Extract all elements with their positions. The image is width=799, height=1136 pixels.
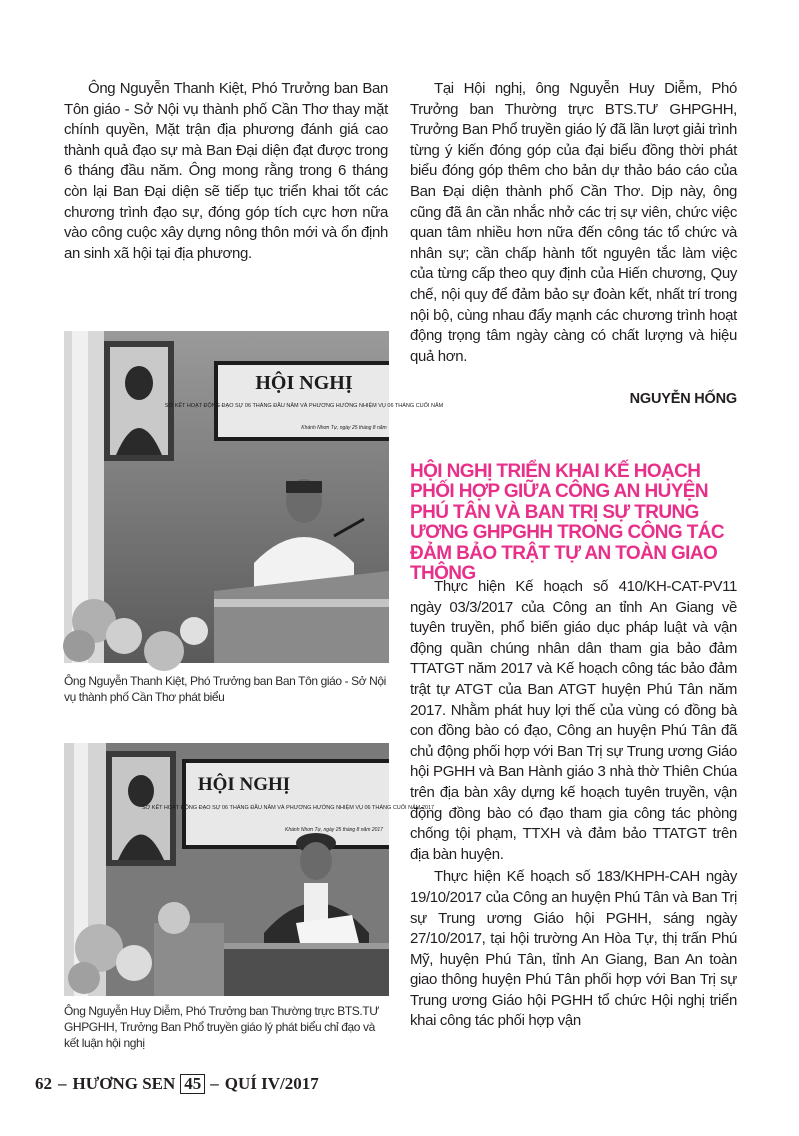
- banner-date: Khánh Nhơn Tự, ngày 25 tháng 8 năm: [301, 425, 387, 431]
- photo-caption: Ông Nguyễn Huy Diễm, Phó Trưởng ban Thường trực BTS.TƯ GHPGHH, Trưởng Ban Phổ truyền giáo lý phát biểu chỉ đạo và kết luận hội nghị: [64, 1004, 380, 1050]
- right-column-conclusion: [410, 79, 737, 367]
- page-number: 62: [35, 1074, 52, 1093]
- paragraph: Thực hiện Kế hoạch số 183/KHPH-CAH ngày 19/10/2017 của Công an huyện Phú Tân và Ban Trị sự Trung ương Giáo hội PGHH, sáng ngày 27/10/2017, tại hội trường An Hòa Tự, thị trấn Phú Mỹ, huyện Phú Tân, tỉnh An Giang, Ban An toàn giao thông huyện Phú Tân phối hợp với Ban Trị sự Trung ương Giáo hội PGHH tổ chức Hội nghị triển khai công tác phối hợp vận: [410, 868, 737, 1030]
- paragraph: Tại Hội nghị, ông Nguyễn Huy Diễm, Phó Trưởng ban Thường trực BTS.TƯ GHPGHH, Trưởng Ban Phổ truyền giáo lý đã lần lượt giải trình từng ý kiến đóng góp của đại biểu đồng thời phát biểu đóng góp thêm cho bản dự thảo báo cáo của Ban Đại diện thành phố Cần Thơ. Dịp này, ông cũng đã ân cần nhắc nhở các trị sự viên, chức việc quan tâm nhiều hơn nữa đến công tác tổ chức và nhân sự; cần chấp hành tốt nguyên tắc làm việc của từng cấp theo quy định của Hiến chương, Quy chế, nội quy để đảm bảo sự đoàn kết, nhất trí trong nội bộ, cùng nhau đẩy mạnh các chương trình hoạt động trọng tâm ngày càng có chất lượng và hiệu quả hơn.: [410, 80, 737, 365]
- paragraph: Thực hiện Kế hoạch số 410/KH-CAT-PV11 ngày 03/3/2017 của Công an tỉnh An Giang về tuyên truyền, phổ biến giáo dục pháp luật và vận động quần chúng nhân dân tham gia bảo đảm TTATGT năm 2017 và Kế hoạch công tác bảo đảm trật tự ATGT của Ban ATGT huyện Phú Tân năm 2017. Nhằm phát huy lợi thế của vùng có đồng bà con đồng bào có đạo, Công an huyện Phú Tân đã chủ động phối hợp với Ban Trị sự Trung ương Giáo hội PGHH và Ban Hành giáo 3 nhà thờ Thiên Chúa trên địa bàn xây dựng kế hoạch tuyên truyền, vận động đồng bào có đạo tham gia công tác phòng chống tội phạm, TTXH và đảm bảo TTATGT trên địa bàn huyện.: [410, 578, 737, 863]
- banner-title: HỘI NGHỊ: [197, 774, 291, 795]
- paragraph: Ông Nguyễn Thanh Kiệt, Phó Trưởng ban Ban Tôn giáo - Sở Nội vụ thành phố Cần Thơ thay mặt chính quyền, Mặt trận địa phương đánh giá cao thành quả đạo sự mà Ban Đại diện đạt được trong 6 tháng đầu năm. Ông mong rằng trong 6 tháng còn lại Ban Đại diện sẽ tiếp tục triển khai tốt các chương trình đạo sự, đóng góp tích cực hơn nữa vào công cuộc xây dựng nông thôn mới và ổn định an sinh xã hội tại địa phương.: [64, 80, 388, 262]
- footer-dash: –: [210, 1074, 219, 1093]
- footer-dash: –: [58, 1074, 67, 1093]
- banner-title: HỘI NGHỊ: [255, 372, 353, 394]
- author-byline: NGUYỄN HỐNG: [629, 391, 737, 407]
- photo-speaker-thanh-kiet: [64, 331, 444, 663]
- photo-speaker-huy-diem: [64, 743, 435, 996]
- issue-period: QUÍ IV/2017: [224, 1074, 319, 1093]
- banner-date: Khánh Nhơn Tự, ngày 25 tháng 8 năm 2017: [285, 827, 383, 833]
- article-headline: HỘI NGHỊ TRIỂN KHAI KẾ HOẠCH PHỐI HỢP GIỮA CÔNG AN HUYỆN PHÚ TÂN VÀ BAN TRỊ SỰ TRUNG ƯƠNG GHPGHH TRONG CÔNG TÁC ĐẢM BẢO TRẬT TỰ AN TOÀN GIAO THÔNG: [410, 461, 725, 585]
- banner-subtitle: SƠ KẾT HOẠT ĐỘNG ĐẠO SỰ 06 THÁNG ĐẦU NĂM VÀ PHƯƠNG HƯỚNG NHIỆM VỤ 06 THÁNG CUỐI NĂM: [164, 403, 444, 409]
- left-column-intro: [64, 79, 388, 264]
- banner-subtitle: SƠ KẾT HOẠT ĐỘNG ĐẠO SỰ 06 THÁNG ĐẦU NĂM VÀ PHƯƠNG HƯỚNG NHIỆM VỤ 06 THÁNG CUỐI NĂM 2017: [141, 805, 435, 811]
- magazine-name: HƯƠNG SEN: [72, 1074, 176, 1093]
- article-body: [410, 577, 737, 1032]
- photo-caption: Ông Nguyễn Thanh Kiệt, Phó Trưởng ban Ban Tôn giáo - Sở Nội vụ thành phố Cần Thơ phát biểu: [64, 674, 386, 704]
- issue-number: 45: [180, 1074, 205, 1094]
- page-footer: [35, 1071, 319, 1097]
